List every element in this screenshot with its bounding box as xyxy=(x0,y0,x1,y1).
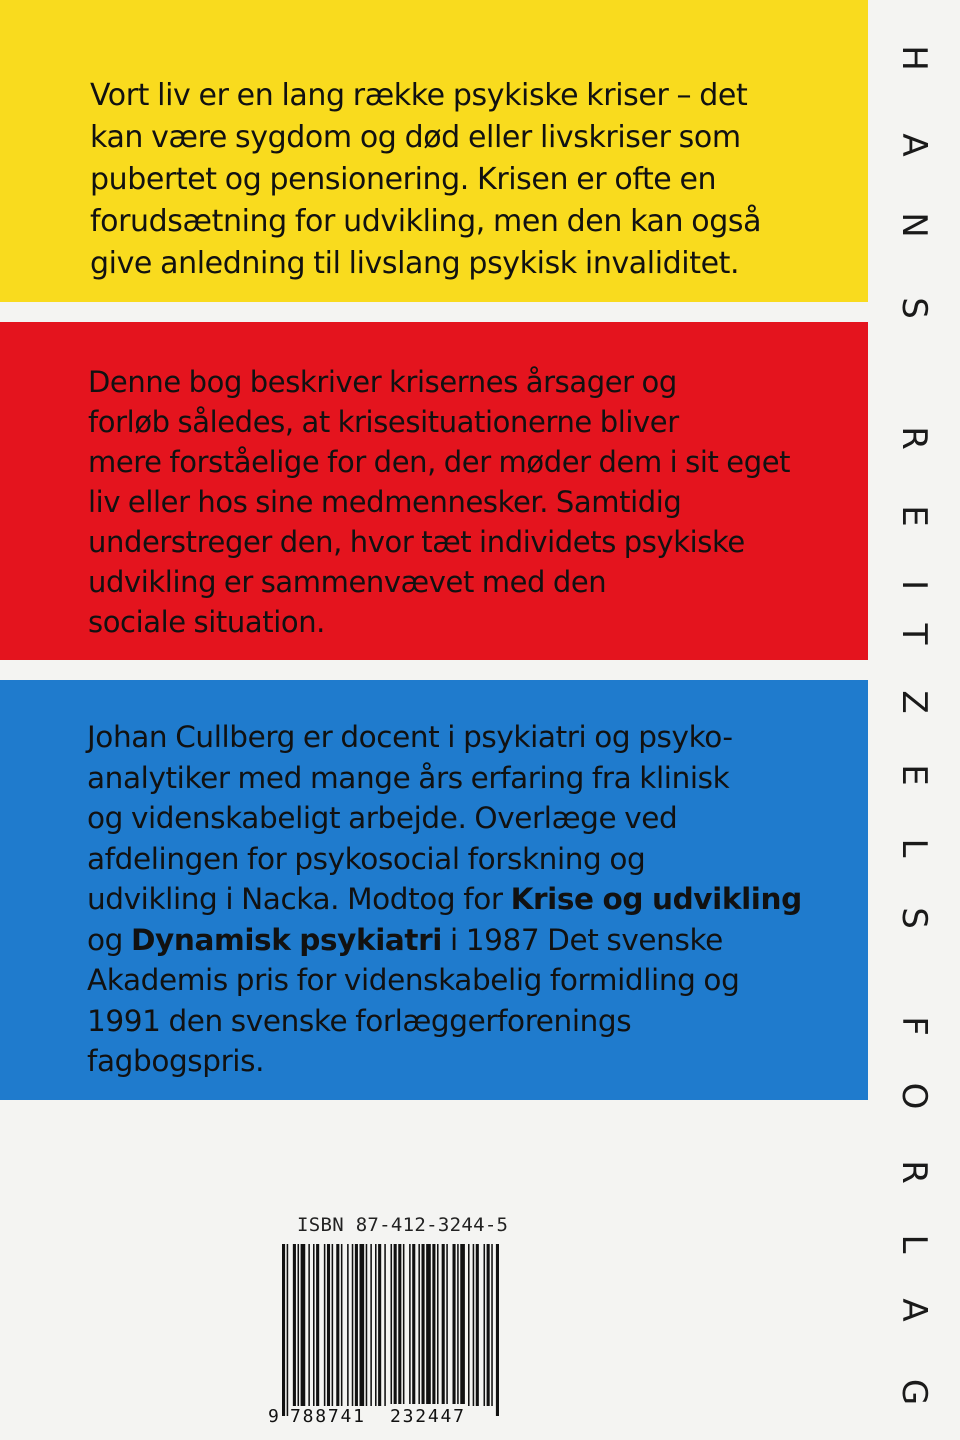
publisher-name-vertical xyxy=(884,0,960,1440)
publisher-letter: R xyxy=(894,426,934,450)
barcode-bar xyxy=(426,1244,431,1406)
barcode-bar xyxy=(496,1244,499,1416)
barcode-bars-icon xyxy=(268,1244,508,1416)
publisher-letter: L xyxy=(894,838,934,858)
barcode-bar xyxy=(412,1244,415,1406)
publisher-letter: S xyxy=(894,297,934,319)
description-paragraph xyxy=(88,362,790,642)
barcode-bar xyxy=(352,1244,354,1406)
barcode-digits xyxy=(268,1404,508,1430)
barcode-bar xyxy=(384,1244,386,1406)
barcode-bar xyxy=(453,1244,456,1406)
publisher-letter: R xyxy=(894,1160,934,1184)
bio-text: udvikling i Nacka. Modtog for xyxy=(87,882,511,916)
barcode-bar xyxy=(282,1244,285,1416)
barcode-bar xyxy=(432,1244,435,1406)
barcode-bar xyxy=(360,1244,365,1406)
intro-line: forudsætning for udvikling, men den kan også xyxy=(90,204,762,239)
bio-text: i 1987 Det svenske xyxy=(441,922,723,957)
bio-line: Akademis pris for videnskabelig formidling og xyxy=(87,963,740,997)
bio-line xyxy=(87,879,802,920)
barcode-bar xyxy=(336,1244,339,1406)
barcode-bar xyxy=(308,1244,310,1406)
barcode-bar xyxy=(298,1244,300,1406)
bio-line: 1991 den svenske forlæggerforenings xyxy=(87,1003,632,1038)
bio-text: og xyxy=(87,922,131,957)
bio-line: Johan Cullberg er docent i psykiatri og psyko- xyxy=(87,720,733,754)
intro-line: Vort liv er en lang række psykiske kriser – det xyxy=(90,78,748,113)
publisher-letter: O xyxy=(894,1082,934,1110)
barcode-bar xyxy=(476,1244,479,1406)
barcode-bar xyxy=(422,1244,425,1406)
intro-paragraph xyxy=(90,75,761,285)
publisher-letter: F xyxy=(894,1016,934,1036)
barcode-bar xyxy=(487,1244,490,1406)
barcode-bar xyxy=(327,1244,330,1406)
barcode-bar xyxy=(398,1244,401,1406)
barcode-bar xyxy=(403,1244,405,1406)
barcode-bar xyxy=(437,1244,439,1406)
bio-line: fagbogspris. xyxy=(87,1044,265,1078)
publisher-letter: E xyxy=(894,764,934,786)
book-title-dynamisk-psykiatri: Dynamisk psykiatri xyxy=(130,922,442,957)
barcode-bar xyxy=(473,1244,475,1406)
barcode-bar xyxy=(484,1244,486,1406)
yellow-panel xyxy=(0,0,868,302)
barcode-bar xyxy=(293,1244,296,1406)
barcode-bar xyxy=(378,1244,381,1406)
description-line: mere forståelige for den, der møder dem i sit eget xyxy=(88,445,791,479)
publisher-letter: N xyxy=(894,212,934,238)
barcode-bar xyxy=(391,1244,393,1416)
barcode-bar xyxy=(457,1244,459,1406)
barcode-bar xyxy=(332,1244,334,1406)
barcode-bar xyxy=(370,1244,372,1406)
barcode-bar xyxy=(301,1244,306,1406)
barcode xyxy=(268,1244,508,1430)
barcode-digits-right: 232447 xyxy=(390,1404,466,1430)
barcode-digits-left: 788741 xyxy=(290,1406,366,1427)
red-panel xyxy=(0,322,868,660)
barcode-bar xyxy=(442,1244,445,1406)
publisher-letter: Z xyxy=(894,690,934,714)
barcode-bar xyxy=(316,1244,319,1406)
bio-line xyxy=(87,920,802,961)
publisher-letter: T xyxy=(894,623,934,645)
publisher-letter: A xyxy=(894,133,934,157)
isbn-label: ISBN 87-412-3244-5 xyxy=(297,1214,509,1236)
barcode-bar xyxy=(341,1244,343,1406)
barcode-digit-first: 9 xyxy=(268,1406,279,1427)
book-title-krise-og-udvikling: Krise og udvikling xyxy=(510,882,802,916)
barcode-bar xyxy=(418,1244,420,1406)
publisher-letter: A xyxy=(894,1298,934,1322)
barcode-bar xyxy=(460,1244,465,1406)
intro-line: kan være sygdom og død eller livskriser som xyxy=(90,120,741,155)
publisher-letter: I xyxy=(894,579,934,591)
barcode-bar xyxy=(287,1244,289,1416)
publisher-letter: G xyxy=(894,1378,934,1406)
barcode-bar xyxy=(394,1244,397,1416)
barcode-bar xyxy=(366,1244,368,1406)
intro-line: pubertet og pensionering. Krisen er ofte en xyxy=(90,162,717,197)
blue-panel xyxy=(0,680,868,1100)
publisher-letter: E xyxy=(894,505,934,527)
barcode-bar xyxy=(446,1244,448,1406)
bio-line: og videnskabeligt arbejde. Overlæge ved xyxy=(87,801,678,835)
barcode-bar xyxy=(324,1244,326,1406)
description-line: Denne bog beskriver krisernes årsager og xyxy=(88,365,677,399)
author-bio-paragraph xyxy=(87,717,802,1082)
description-line: liv eller hos sine medmennesker. Samtidig xyxy=(88,485,682,519)
intro-line: give anledning til livslang psykisk invaliditet. xyxy=(90,246,740,281)
description-line: understreger den, hvor tæt individets psykiske xyxy=(88,525,745,559)
publisher-letter: S xyxy=(894,907,934,929)
bio-line: afdelingen for psykosocial forskning og xyxy=(87,841,646,876)
barcode-bar xyxy=(491,1244,493,1406)
description-line: udvikling er sammenvævet med den xyxy=(88,565,607,599)
barcode-bar xyxy=(468,1244,470,1406)
bio-line: analytiker med mange års erfaring fra klinisk xyxy=(87,760,730,795)
barcode-bar xyxy=(409,1244,411,1406)
barcode-bar xyxy=(347,1244,349,1406)
barcode-bar xyxy=(313,1244,315,1406)
publisher-letter: H xyxy=(894,45,934,71)
publisher-letter: L xyxy=(894,1234,934,1254)
barcode-bar xyxy=(375,1244,377,1406)
description-line: sociale situation. xyxy=(88,605,325,639)
description-line: forløb således, at krisesituationerne bliver xyxy=(88,405,679,439)
barcode-bar xyxy=(355,1244,358,1406)
